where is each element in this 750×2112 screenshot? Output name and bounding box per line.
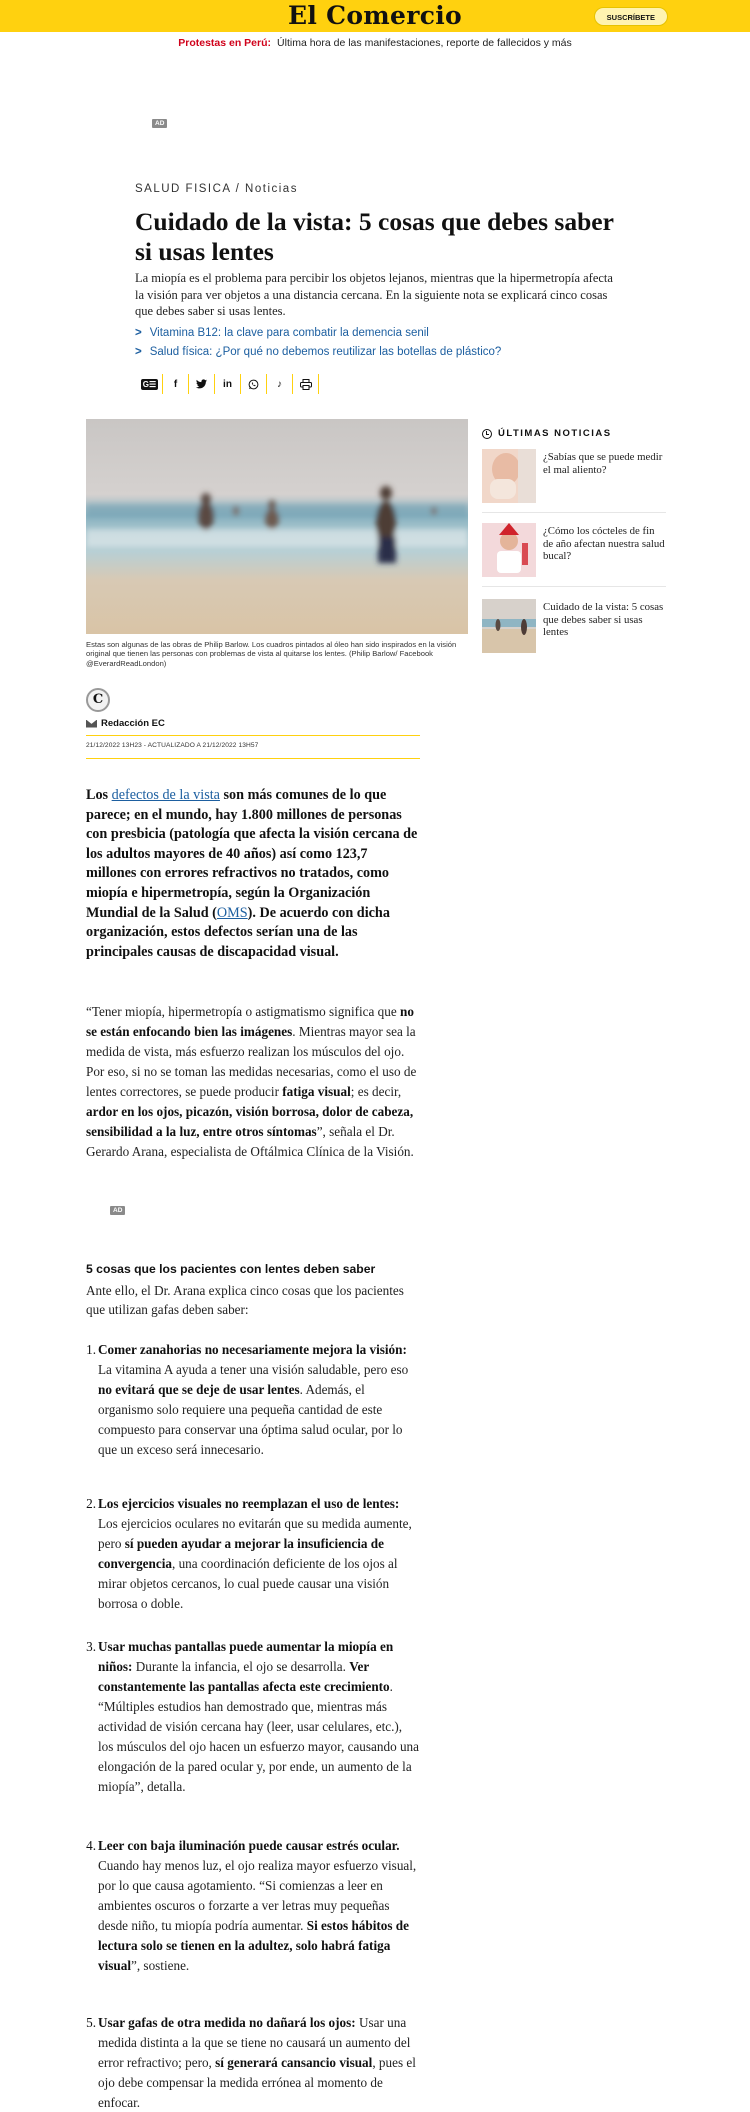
latest-news-item[interactable] xyxy=(482,523,666,583)
publish-dates: 21/12/2022 13H23 - ACTUALIZADO A 21/12/2022 13H57 xyxy=(86,742,259,749)
list-item-text: Usar gafas de otra medida no dañará los ojos: Usar una medida distinta a la que se tiene no causará un aumento del error refractivo; pero, sí generará cansancio visual, pues el ojo debe compensar la medida errónea al momento de enfocar. xyxy=(98,2015,416,2110)
news-title[interactable]: ¿Sabías que se puede medir el mal aliento? xyxy=(543,451,663,476)
divider xyxy=(86,758,420,759)
list-item-text: Leer con baja iluminación puede causar estrés ocular. Cuando hay menos luz, el ojo realiza mayor esfuerzo visual, por lo que causa agotamiento. “Si comienzas a leer en ambientes oscuros o forzarte a ver letras muy pequeñas desde niño, tu miopía podría aumentar. Si estos hábitos de lectura solo se tienen en la adultez, solo habrá fatiga visual”, sostiene. xyxy=(98,1838,417,1973)
section-breadcrumb[interactable]: SALUD FISICA / Noticias xyxy=(135,183,298,195)
site-logo[interactable]: El Comercio xyxy=(287,1,463,30)
divider xyxy=(482,512,666,513)
list-item-text: Usar muchas pantallas puede aumentar la miopía en niños: Durante la infancia, el ojo se desarrolla. Ver constantemente las pantallas afecta este crecimiento. “Múltiples estudios han demostrado que, mientras más actividad de visión cercana hay (leer, usar celulares, etc.), los músculos del ojo hacen un esfuerzo mayor, causando una elongación de la pared ocular y, por ende, un aumento de la miopía”, detalla. xyxy=(98,1639,420,1794)
article-title: Cuidado de la vista: 5 cosas que debes saber si usas lentes xyxy=(135,207,614,266)
tiktok-icon[interactable]: ♪ xyxy=(267,374,293,394)
news-title[interactable]: ¿Cómo los cócteles de fin de año afectan nuestra salud bucal? xyxy=(543,525,665,563)
twitter-icon[interactable] xyxy=(189,374,215,394)
inline-link[interactable]: defectos de la vista xyxy=(111,787,220,803)
news-thumbnail[interactable] xyxy=(482,523,536,577)
linkedin-icon[interactable]: in xyxy=(215,374,241,394)
facebook-icon[interactable]: f xyxy=(163,374,189,394)
share-bar xyxy=(137,374,319,394)
latest-news-item[interactable] xyxy=(482,449,666,509)
trending-highlight[interactable]: Protestas en Perú: xyxy=(178,37,272,49)
list-item-text: Comer zanahorias no necesariamente mejora la visión: La vitamina A ayuda a tener una visión saludable, pero eso no evitará que se deje de usar lentes. Además, el organismo solo requiere una pequeña cantidad de este compuesto para conservar una óptima salud ocular, por lo que un exceso será innecesario. xyxy=(98,1342,409,1457)
trending-bar xyxy=(0,37,750,49)
list-item-text: Los ejercicios visuales no reemplazan el uso de lentes: Los ejercicios oculares no evitarán que su medida aumente, pero sí pueden ayudar a mejorar la insuficiencia de convergencia, una coordinación deficiente de los ojos al mirar objetos cercanos, lo cual puede causar una visión borrosa o doble. xyxy=(98,1496,412,1611)
news-thumbnail[interactable] xyxy=(482,599,536,653)
article-paragraph: Ante ello, el Dr. Arana explica cinco cosas que los pacientes que utilizan gafas deben saber: xyxy=(86,1283,404,1317)
article-lead: La miopía es el problema para percibir los objetos lejanos, mientras que la hipermetropía afecta la visión para ver objetos a una distancia cercana. En la siguiente nota se explicará cinco cosas que debes saber si usas lentes. xyxy=(135,271,613,318)
related-link[interactable]: Vitamina B12: la clave para combatir la demencia senil xyxy=(149,327,429,339)
section-subheading: 5 cosas que los pacientes con lentes deben saber xyxy=(86,1262,376,1276)
divider xyxy=(482,586,666,587)
news-thumbnail[interactable] xyxy=(482,449,536,503)
article-paragraph: Los defectos de la vista son más comunes de lo que parece; en el mundo, hay 1.800 millones de personas con presbicia (patología que afecta la visión cercana de los adultos mayores de 40 años) así como 123,7 millones con errores refractivos no tratados, como miopía e hipermetropía, según la Organización Mundial de la Salud (OMS). De acuerdo con dicha organización, estos defectos serían una de las principales causas de discapacidad visual. xyxy=(86,787,418,960)
author-name[interactable]: Redacción EC xyxy=(86,718,165,729)
related-item[interactable] xyxy=(135,343,655,362)
google-news-icon[interactable]: G☰ xyxy=(137,374,163,394)
related-item[interactable] xyxy=(135,324,655,343)
news-title[interactable]: Cuidado de la vista: 5 cosas que debes saber si usas lentes xyxy=(543,601,664,639)
divider xyxy=(86,735,420,736)
chevron-right-icon: > xyxy=(135,346,142,358)
image-caption: Estas son algunas de las obras de Philip Barlow. Los cuadros pintados al óleo han sido inspirados en la visión original que tienen las personas con problemas de vista al quitarse los lentes. (Philip Barlow/ Facebook @EverardReadLondon) xyxy=(86,640,457,668)
ad-label: AD xyxy=(110,1206,125,1215)
latest-news-item[interactable] xyxy=(482,599,666,659)
article-main-image xyxy=(86,419,468,634)
article-paragraph: “Tener miopía, hipermetropía o astigmatismo significa que no se están enfocando bien las imágenes. Mientras mayor sea la medida de vista, más esfuerzo realizan los músculos del ojo. Por eso, si no se toman las medidas necesarias, como el uso de lentes correctores, se puede producir fatiga visual; es decir, ardor en los ojos, picazón, visión borrosa, dolor de cabeza, sensibilidad a la luz, entre otros síntomas”, señala el Dr. Gerardo Arana, especialista de Oftálmica Clínica de la Visión. xyxy=(86,1004,417,1159)
chevron-right-icon: > xyxy=(135,327,142,339)
trending-text[interactable]: Última hora de las manifestaciones, reporte de fallecidos y más xyxy=(277,37,572,49)
inline-link[interactable]: OMS xyxy=(216,904,248,921)
top-header xyxy=(0,0,750,32)
related-link[interactable]: Salud física: ¿Por qué no debemos reutilizar las botellas de plástico? xyxy=(149,346,502,358)
author-avatar[interactable]: C xyxy=(86,688,110,712)
print-icon[interactable] xyxy=(293,374,319,394)
clock-icon xyxy=(482,429,492,439)
mail-icon xyxy=(86,720,97,728)
subscribe-button[interactable]: SUSCRÍBETE xyxy=(594,7,668,26)
related-links xyxy=(135,324,655,362)
whatsapp-icon[interactable] xyxy=(241,374,267,394)
ad-label: AD xyxy=(152,119,167,128)
latest-news-heading: ÚLTIMAS NOTICIAS xyxy=(482,428,612,439)
